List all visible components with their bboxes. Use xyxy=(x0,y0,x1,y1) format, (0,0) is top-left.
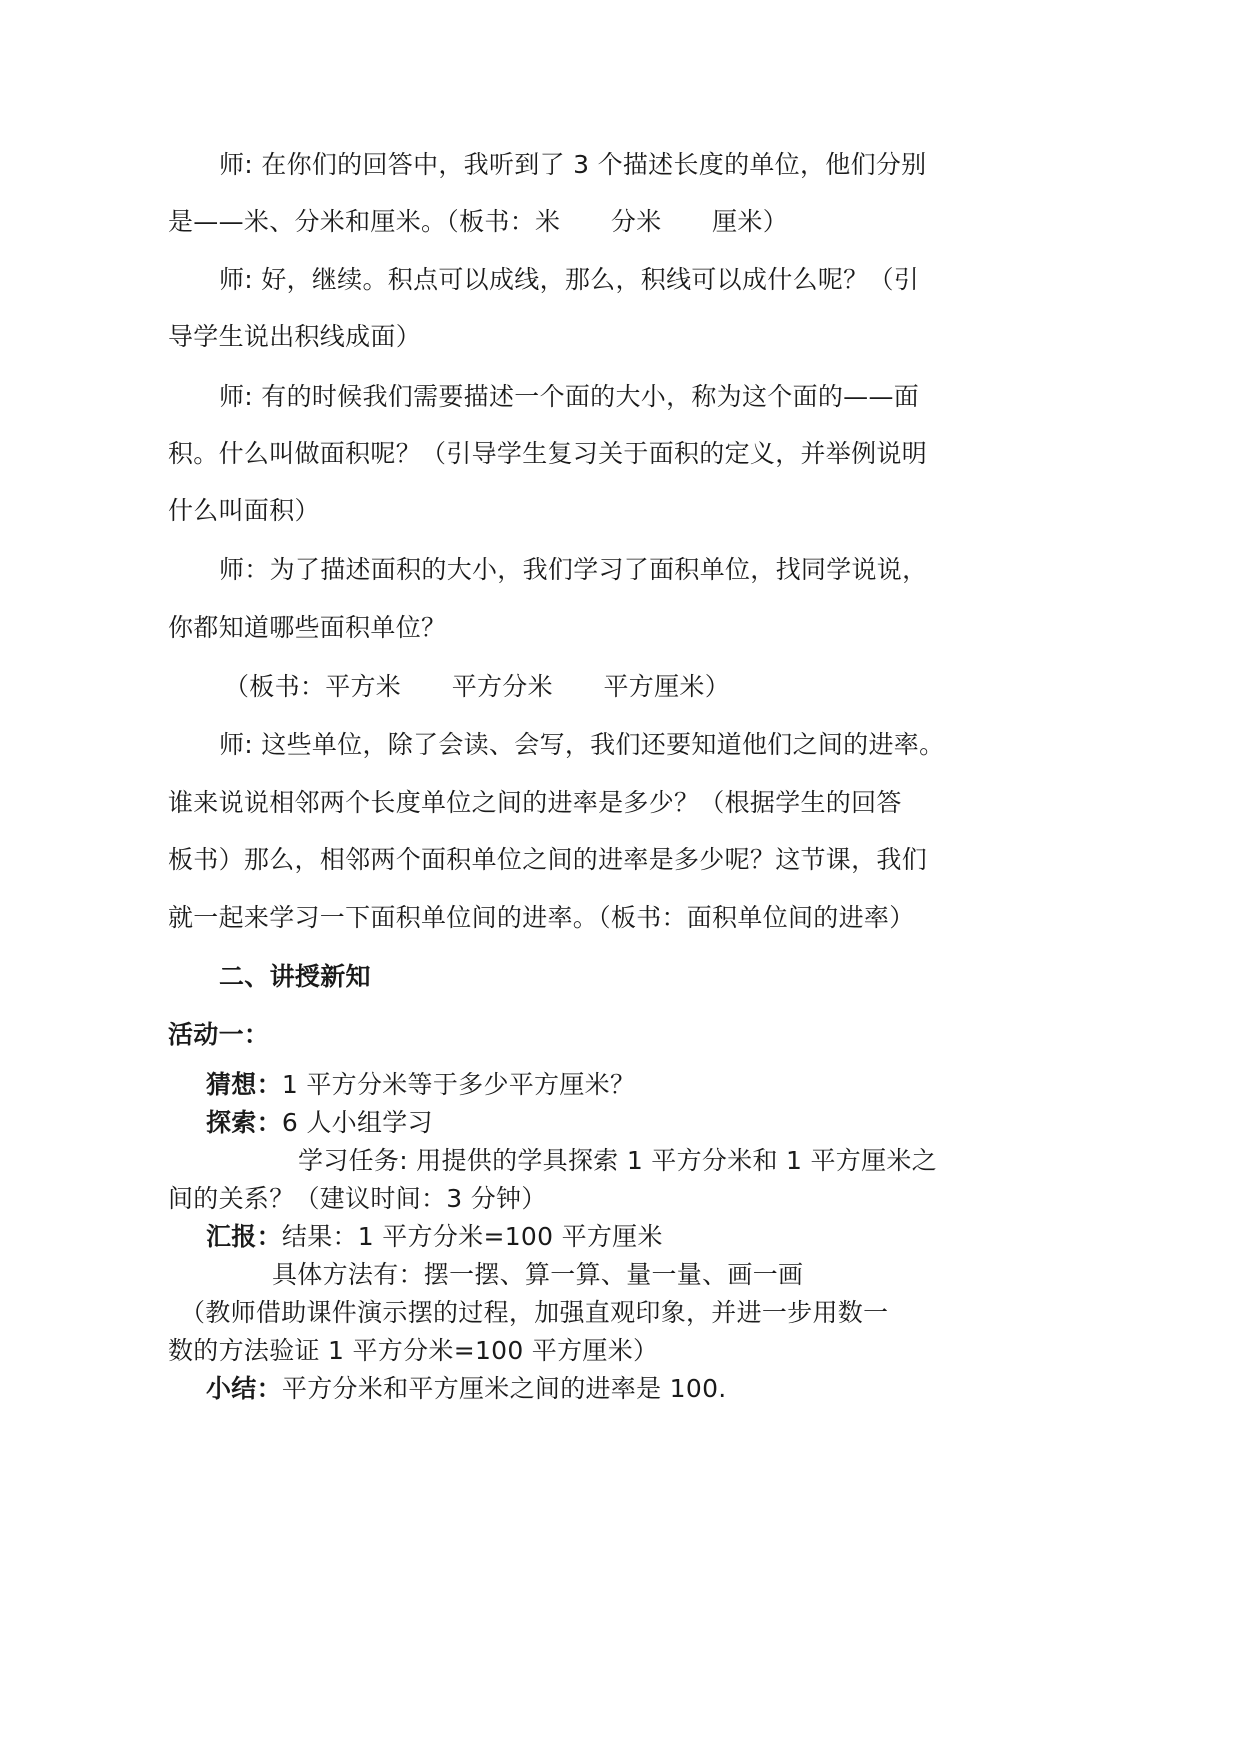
paragraph-line: 师：为了描述面积的大小，我们学习了面积单位，找同学说说， xyxy=(219,555,928,584)
paragraph-line: 学习任务: 用提供的学具探索 1 平方分米和 1 平方厘米之 xyxy=(298,1146,937,1175)
paragraph-line: 谁来说说相邻两个长度单位之间的进率是多少？（根据学生的回答 xyxy=(168,788,902,817)
paragraph-line: 师: 这些单位，除了会读、会写，我们还要知道他们之间的进率。 xyxy=(219,730,945,759)
summary-text: 平方分米和平方厘米之间的进率是 100. xyxy=(281,1374,727,1403)
paragraph-line: 就一起来学习一下面积单位间的进率。（板书：面积单位间的进率） xyxy=(168,903,915,932)
report-label: 汇报： xyxy=(206,1222,282,1251)
guess-label: 猜想： xyxy=(206,1070,282,1099)
report-text: 结果：1 平方分米=100 平方厘米 xyxy=(281,1222,663,1251)
paragraph-line: 积。什么叫做面积呢？（引导学生复习关于面积的定义，并举例说明 xyxy=(168,439,928,468)
paragraph-line: 师: 在你们的回答中，我听到了 3 个描述长度的单位，他们分别 xyxy=(219,150,927,179)
summary-row xyxy=(206,1372,727,1406)
activity-heading: 活动一： xyxy=(168,1020,270,1049)
paragraph-line: 师: 有的时候我们需要描述一个面的大小，称为这个面的——面 xyxy=(219,382,920,411)
paragraph-line: 数的方法验证 1 平方分米=100 平方厘米） xyxy=(168,1336,659,1365)
paragraph-line: 你都知道哪些面积单位？ xyxy=(168,613,447,642)
paragraph-line: 师: 好，继续。积点可以成线，那么，积线可以成什么呢？（引 xyxy=(219,265,920,294)
section-heading: 二、讲授新知 xyxy=(219,962,371,991)
summary-label: 小结： xyxy=(206,1374,282,1403)
paragraph-line: 具体方法有：摆一摆、算一算、量一量、画一画 xyxy=(272,1260,804,1289)
paragraph-line: （教师借助课件演示摆的过程，加强直观印象，并进一步用数一 xyxy=(180,1298,889,1327)
explore-text: 6 人小组学习 xyxy=(281,1108,433,1137)
paragraph-line: 导学生说出积线成面） xyxy=(168,322,422,351)
explore-row xyxy=(206,1106,433,1140)
paragraph-line: 是——米、分米和厘米。（板书：米 分米 厘米） xyxy=(168,207,789,236)
paragraph-line: 什么叫面积） xyxy=(168,496,320,525)
paragraph-line: 板书）那么，相邻两个面积单位之间的进率是多少呢？这节课，我们 xyxy=(168,845,928,874)
guess-text: 1 平方分米等于多少平方厘米？ xyxy=(281,1070,636,1099)
explore-label: 探索： xyxy=(206,1108,282,1137)
report-row xyxy=(206,1220,663,1254)
paragraph-line: 间的关系？（建议时间：3 分钟） xyxy=(168,1184,547,1213)
board-note-line: （板书：平方米 平方分米 平方厘米） xyxy=(224,672,731,701)
guess-row xyxy=(206,1068,635,1102)
